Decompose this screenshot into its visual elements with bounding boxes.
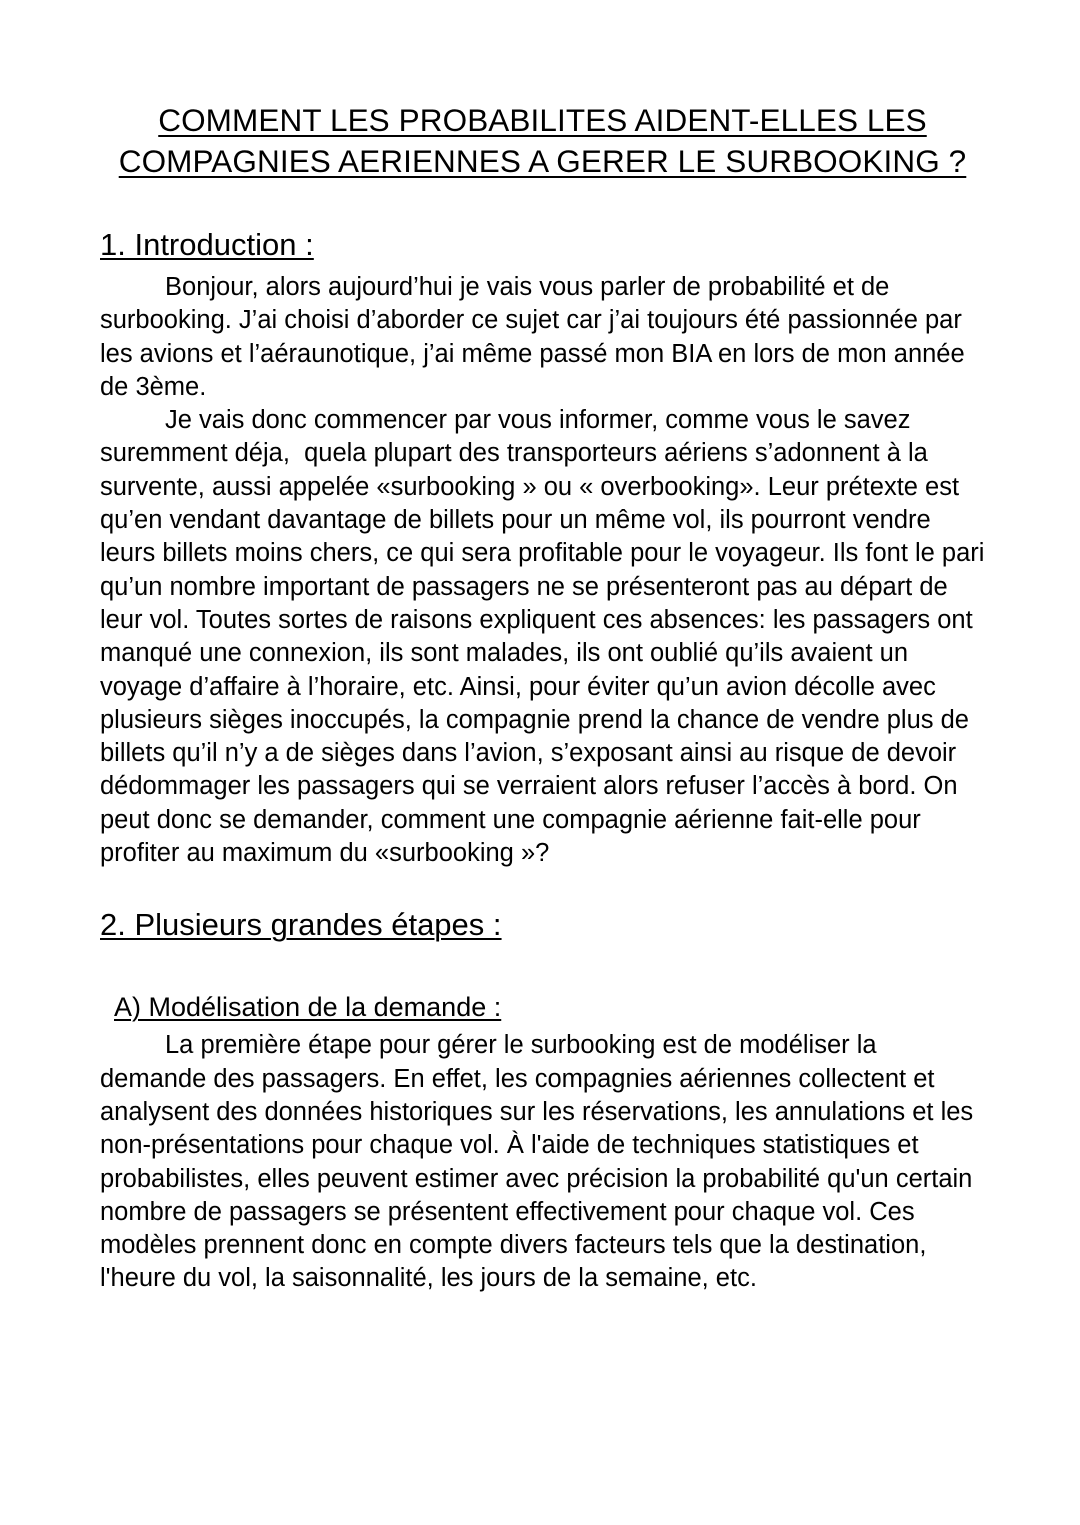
spacer xyxy=(100,945,985,989)
paragraph-intro-1: Bonjour, alors aujourd’hui je vais vous parler de probabilité et de surbooking. J’ai choisi d’aborder ce sujet car j’ai toujours été passionnée par les avions et l’aéraunotique, j’ai même passé mon BIA en lors de mon année de 3ème. xyxy=(100,273,972,401)
heading-introduction xyxy=(100,225,985,265)
document-body xyxy=(100,0,992,1296)
document-title: COMMENT LES PROBABILITES AIDENT-ELLES LES COMPAGNIES AERIENNES A GERER LE SURBOOKING ? xyxy=(118,102,967,179)
paragraph-intro-2: Je vais donc commencer par vous informer, comme vous le savez suremment déja, quela plupart des transporteurs aériens s’adonnent à la survente, aussi appelée «surbooking » ou « overbooking». Leur prétexte est qu’en vendant davantage de billets pour un même vol, ils pourront vendre leurs billets moins chers, ce qui sera profitable pour le voyageur. Ils font le pari qu’un nombre important de passagers ne se présenteront pas au départ de leur vol. Toutes sortes de raisons expliquent ces absences: les passagers ont manqué une connexion, ils sont malades, ils ont oublié qu’ils avaient un voyage d’affaire à l’horaire, etc. Ainsi, pour éviter qu’un avion décolle avec plusieurs sièges inoccupés, la compagnie prend la chance de vendre plus de billets qu’il n’y a de sièges dans l’avion, s’exposant ainsi au risque de devoir dédommager les passagers qui se verraient alors refuser l’accès à bord. On peut donc se demander, comment une compagnie aérienne fait-elle pour profiter au maximum du «surbooking »? xyxy=(100,406,992,868)
heading-modelisation xyxy=(100,989,985,1025)
spacer xyxy=(100,182,985,225)
heading-etapes-text: 2. Plusieurs grandes étapes : xyxy=(100,907,502,943)
heading-introduction-text: 1. Introduction : xyxy=(100,227,314,262)
spacer xyxy=(100,870,985,905)
heading-etapes xyxy=(100,905,985,945)
paragraph-modelisation-1: La première étape pour gérer le surbooking est de modéliser la demande des passagers. En effet, les compagnies aériennes collectent et analysent des données historiques sur les réservations, les annulations et les non-présentations pour chaque vol. À l'aide de techniques statistiques et probabilistes, elles peuvent estimer avec précision la probabilité qu'un certain nombre de passagers se présentent effectivement pour chaque vol. Ces modèles prennent donc en compte divers facteurs tels que la destination, l'heure du vol, la saisonnalité, les jours de la semaine, etc. xyxy=(100,1031,981,1293)
heading-modelisation-text: A) Modélisation de la demande : xyxy=(114,992,502,1023)
